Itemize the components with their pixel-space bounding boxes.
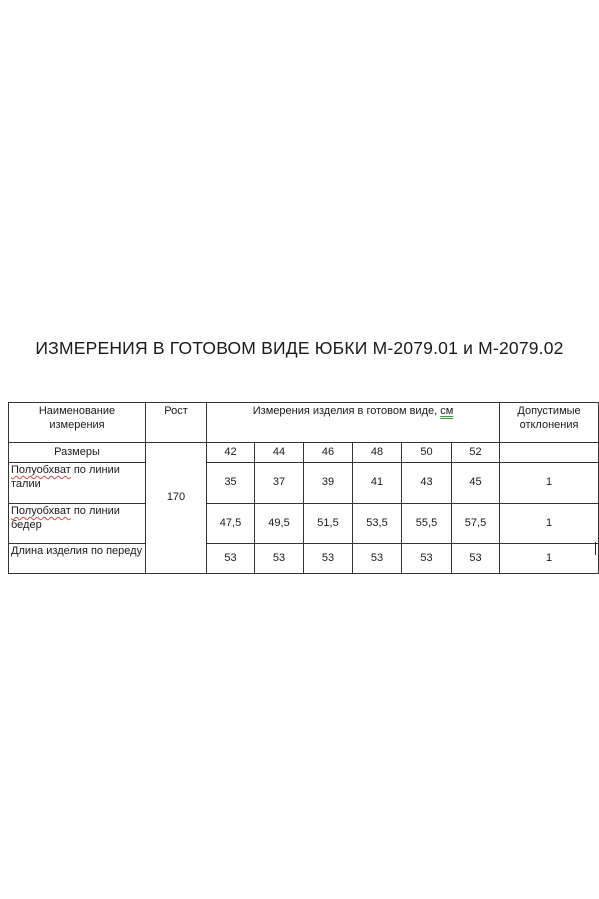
value-cell: 45	[452, 463, 500, 504]
table-row	[9, 463, 599, 504]
value-cell: 53	[353, 544, 402, 574]
value-cell: 47,5	[207, 504, 255, 544]
value-cell: 53	[452, 544, 500, 574]
table-row	[9, 544, 599, 574]
value-cell: 39	[304, 463, 353, 504]
table-row	[9, 504, 599, 544]
value-cell: 49,5	[255, 504, 304, 544]
header-tolerance-cell: Допустимые отклонения	[500, 403, 599, 443]
value-cell: 53	[304, 544, 353, 574]
document-title: ИЗМЕРЕНИЯ В ГОТОВОМ ВИДЕ ЮБКИ М-2079.01 и М-2079.02	[35, 338, 564, 358]
value-cell: 53	[207, 544, 255, 574]
empty-tolerance-cell	[500, 443, 599, 463]
value-cell: 51,5	[304, 504, 353, 544]
row-name-rest: Длина изделия по переду	[11, 545, 143, 557]
value-cell: 35	[207, 463, 255, 504]
size-cell: 42	[207, 443, 255, 463]
row-name-cell	[9, 544, 146, 574]
sizes-label-cell: Размеры	[9, 443, 146, 463]
header-measurements-unit: см	[440, 405, 454, 417]
row-name-rest: по линии бедер	[11, 505, 120, 531]
header-measurements-cell	[207, 403, 500, 443]
header-height-cell: Рост	[146, 403, 207, 443]
text-cursor-mark	[595, 542, 596, 555]
sizes-row	[9, 443, 599, 463]
value-cell: 41	[353, 463, 402, 504]
header-name-cell: Наименование измерения	[9, 403, 146, 443]
row-name-underlined: Полуобхват	[11, 464, 71, 476]
value-cell: 55,5	[402, 504, 452, 544]
value-cell: 43	[402, 463, 452, 504]
value-cell: 37	[255, 463, 304, 504]
size-cell: 46	[304, 443, 353, 463]
tolerance-cell: 1	[500, 504, 599, 544]
size-cell: 52	[452, 443, 500, 463]
row-name-rest: по линии талии	[11, 464, 120, 490]
measurements-table	[8, 402, 599, 574]
value-cell: 57,5	[452, 504, 500, 544]
tolerance-cell: 1	[500, 544, 599, 574]
header-measurements-text: Измерения изделия в готовом виде,	[252, 405, 441, 417]
height-value-cell	[146, 443, 207, 574]
size-cell: 50	[402, 443, 452, 463]
header-row	[9, 403, 599, 443]
value-cell: 53	[402, 544, 452, 574]
value-cell: 53	[255, 544, 304, 574]
row-name-cell	[9, 504, 146, 544]
size-cell: 44	[255, 443, 304, 463]
tolerance-cell: 1	[500, 463, 599, 504]
height-value: 170	[166, 491, 186, 504]
row-name-underlined: Полуобхват	[11, 505, 71, 517]
row-name-cell	[9, 463, 146, 504]
value-cell: 53,5	[353, 504, 402, 544]
size-cell: 48	[353, 443, 402, 463]
